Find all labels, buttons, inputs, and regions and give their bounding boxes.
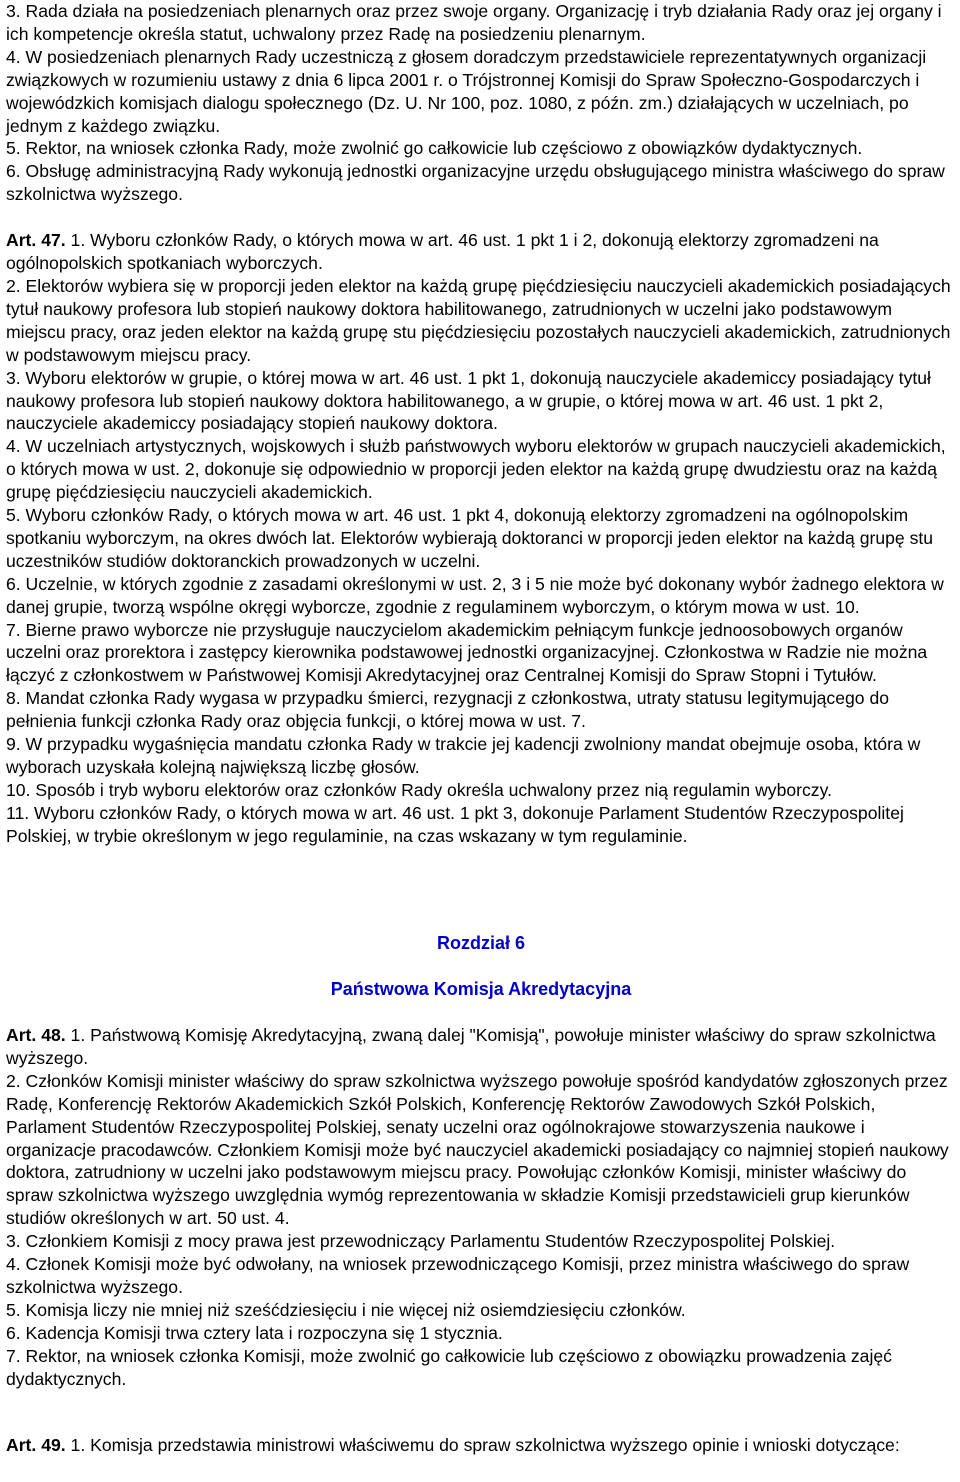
paragraph-5: 5. Rektor, na wniosek członka Rady, może zwolnić go całkowicie lub częściowo z obowiązków dydaktycznych.	[6, 138, 863, 159]
article-47-label: Art. 47.	[6, 230, 66, 251]
paragraph-3: 3. Rada działa na posiedzeniach plenarnych oraz przez swoje organy. Organizację i tryb działania Rady oraz jej organy i ich kompetencje określa statut, uchwalony przez Radę na posiedzeniu plenarnym.	[6, 1, 942, 44]
paragraph-4: 4. W posiedzeniach plenarnych Rady uczestniczą z głosem doradczym przedstawiciele reprezentatywnych organizacji związkowych w rozumieniu ustawy z dnia 6 lipca 2001 r. o Trójstronnej Komisji do Spraw Społeczno-Gospodarczych i wojewódzkich komisjach dialogu społecznego (Dz. U. Nr 100, poz. 1080, z późn. zm.) działających w uczelniach, po jednym z każdego związku.	[6, 46, 927, 136]
article-47-paragraph-3: 3. Wyboru elektorów w grupie, o której mowa w art. 46 ust. 1 pkt 1, dokonują nauczyciele akademiccy posiadający tytuł naukowy profesora lub stopień naukowy doktora habilitowanego, a w grupie, o której mowa w art. 46 ust. 1 pkt 2, nauczyciele akademiccy posiadający stopień naukowy doktora.	[6, 367, 931, 434]
chapter-title: Państwowa Komisja Akredytacyjna	[330, 979, 632, 999]
article-47-paragraph-10: 10. Sposób i tryb wyboru elektorów oraz członków Rady określa uchwalony przez nią regulamin wyborczy.	[6, 779, 832, 800]
section-rada-continuation	[6, 0, 956, 848]
article-47-text: 1. Wyboru członków Rady, o których mowa w art. 46 ust. 1 pkt 1 i 2, dokonują elektorzy zgromadzeni na ogólnopolskich spotkaniach wyborczych.	[6, 230, 879, 274]
article-47-paragraph-6: 6. Uczelnie, w których zgodnie z zasadami określonymi w ust. 2, 3 i 5 nie może być dokonany wybór żadnego elektora w danej grupie, tworzą wspólne okręgi wyborcze, zgodnie z regulaminem wyborczym, o którym mowa w ust. 10.	[6, 573, 944, 617]
article-47-intro	[6, 229, 956, 275]
article-48-intro	[6, 1024, 956, 1070]
article-47-paragraph-2: 2. Elektorów wybiera się w proporcji jeden elektor na każdą grupę pięćdziesięciu nauczycieli akademickich posiadających tytuł naukowy profesora lub stopień naukowy doktora habilitowanego, zatrudnionych w uczelni jako podstawowym miejscu pracy, oraz jeden elektor na każdą grupę stu pięćdziesięciu pozostałych nauczycieli akademickich, zatrudnionych w podstawowym miejscu pracy.	[6, 275, 951, 365]
article-48-text: 1. Państwową Komisję Akredytacyjną, zwaną dalej "Komisją", powołuje minister właściwy do spraw szkolnictwa wyższego.	[6, 1025, 936, 1068]
spacer	[6, 206, 956, 229]
article-48-paragraph-4: 4. Członek Komisji może być odwołany, na wniosek przewodniczącego Komisji, przez ministra właściwego do spraw szkolnictwa wyższego.	[6, 1254, 910, 1297]
article-47-paragraph-7: 7. Bierne prawo wyborcze nie przysługuje nauczycielom akademickim pełniącym funkcje jednoosobowych organów uczelni oraz prorektora i zastępcy kierownika podstawowej jednostki organizacyjnej. Członkostwa w Radzie nie można łączyć z członkostwem w Państwowej Komisji Akredytacyjnej oraz Centralnej Komisji do Spraw Stopni i Tytułów.	[6, 619, 928, 686]
chapter-number: Rozdział 6	[436, 933, 525, 953]
section-komisja	[6, 1024, 956, 1391]
article-47-paragraph-9: 9. W przypadku wygaśnięcia mandatu członka Rady w trakcie jej kadencji zwolniony mandat obejmuje osoba, która w wyborach uzyskała kolejną największą liczbę głosów.	[6, 734, 921, 777]
article-48-paragraph-6: 6. Kadencja Komisji trwa cztery lata i rozpoczyna się 1 stycznia.	[6, 1322, 503, 1343]
section-art-49	[6, 1434, 956, 1457]
article-47-paragraph-11: 11. Wyboru członków Rady, o których mowa w art. 46 ust. 1 pkt 3, dokonuje Parlament Studentów Rzeczypospolitej Polskiej, w trybie określonym w jego regulaminie, na czas wskazany w tym regulaminie.	[6, 802, 904, 846]
article-48-paragraph-3: 3. Członkiem Komisji z mocy prawa jest przewodniczący Parlamentu Studentów Rzeczypospolitej Polskiej.	[6, 1231, 836, 1252]
article-48-label: Art. 48.	[6, 1025, 66, 1045]
article-48-paragraph-7: 7. Rektor, na wniosek członka Komisji, może zwolnić go całkowicie lub częściowo z obowiązku prowadzenia zajęć dydaktycznych.	[6, 1345, 892, 1389]
article-49-text: 1. Komisja przedstawia ministrowi właściwemu do spraw szkolnictwa wyższego opinie i wnioski dotyczące:	[65, 1435, 900, 1455]
article-48-paragraph-2: 2. Członków Komisji minister właściwy do spraw szkolnictwa wyższego powołuje spośród kandydatów zgłoszonych przez Radę, Konferencję Rektorów Akademickich Szkół Polskich, Konferencję Rektorów Zawodowych Szkół Polskich, Parlament Studentów Rzeczypospolitej Polskiej, senaty uczelni oraz ogólnokrajowe stowarzyszenia naukowe i organizacje pracodawców. Członkiem Komisji może być nauczyciel akademicki posiadający co najmniej stopień naukowy doktora, zatrudniony w uczelni jako podstawowym miejscu pracy. Powołując członków Komisji, minister właściwy do spraw szkolnictwa wyższego uwzględnia wymóg reprezentowania w składzie Komisji przedstawicieli grup kierunków studiów określonych w art. 50 ust. 4.	[6, 1070, 949, 1229]
article-47-paragraph-5: 5. Wyboru członków Rady, o których mowa w art. 46 ust. 1 pkt 4, dokonują elektorzy zgromadzeni na ogólnopolskim spotkaniu wyborczym, na okres dwóch lat. Elektorów wybierają doktoranci w proporcji jeden elektor na każdą grupę stu uczestników studiów doktoranckich prowadzonych w uczelni.	[6, 505, 934, 571]
article-48-paragraph-5: 5. Komisja liczy nie mniej niż sześćdziesięciu i nie więcej niż osiemdziesięciu członków.	[6, 1299, 686, 1320]
article-49-label: Art. 49.	[6, 1435, 66, 1455]
article-49-intro	[6, 1434, 956, 1457]
article-47-paragraph-4: 4. W uczelniach artystycznych, wojskowych i służb państwowych wyboru elektorów w grupach nauczycieli akademickich, o których mowa w ust. 2, dokonuje się odpowiednio w proporcji jeden elektor na każdą grupę dwudziestu oraz na każdą grupę pięćdziesięciu nauczycieli akademickich.	[6, 436, 946, 503]
article-47-paragraph-8: 8. Mandat członka Rady wygasa w przypadku śmierci, rezygnacji z członkostwa, utraty statusu legitymującego do pełnienia funkcji członka Rady oraz objęcia funkcji, o której mowa w ust. 7.	[6, 688, 890, 732]
paragraph-6: 6. Obsługę administracyjną Rady wykonują jednostki organizacyjne urzędu obsługującego ministra właściwego do spraw szkolnictwa wyższego.	[6, 161, 945, 205]
